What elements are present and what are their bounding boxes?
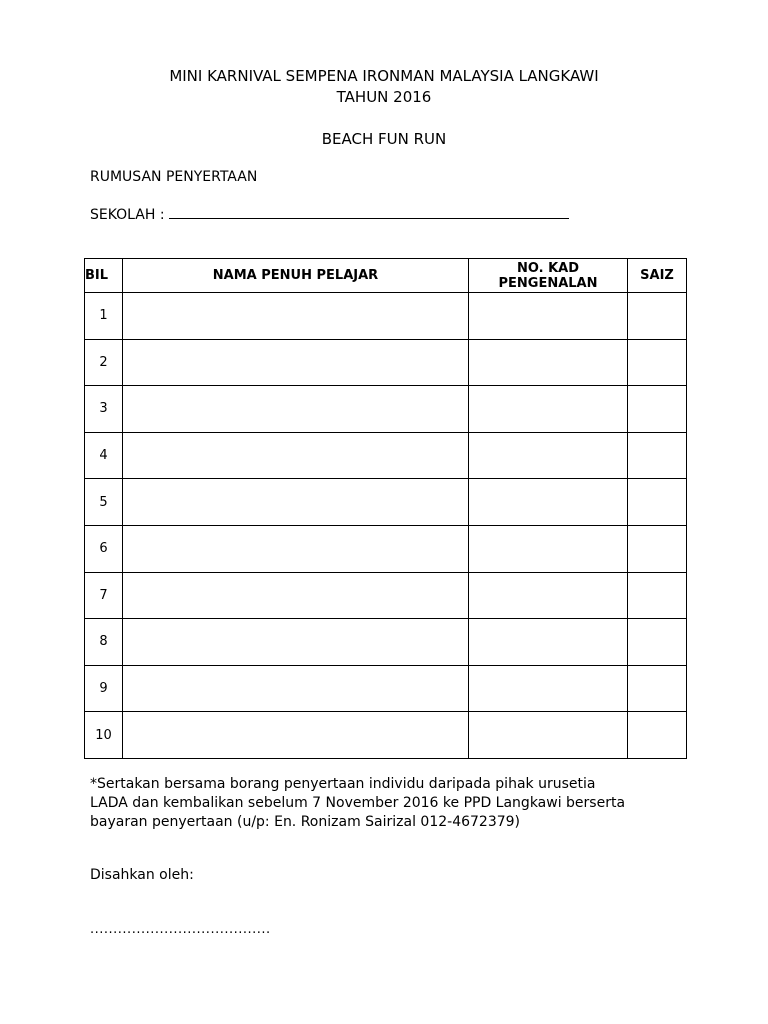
name-cell[interactable] <box>123 619 469 666</box>
table-row <box>85 619 687 666</box>
table-body <box>85 293 687 759</box>
ic-cell[interactable] <box>469 432 628 479</box>
name-cell[interactable] <box>123 572 469 619</box>
row-number: 3 <box>85 386 123 433</box>
signature-line[interactable]: ....................................... <box>90 922 271 937</box>
ic-cell[interactable] <box>469 479 628 526</box>
name-cell[interactable] <box>123 525 469 572</box>
row-number: 2 <box>85 339 123 386</box>
name-cell[interactable] <box>123 386 469 433</box>
row-number: 10 <box>85 712 123 759</box>
note-text <box>90 775 690 832</box>
row-number: 7 <box>85 572 123 619</box>
table-header-row <box>85 259 687 293</box>
header-ic-line2: PENGENALAN <box>498 275 598 291</box>
name-cell[interactable] <box>123 293 469 340</box>
name-cell[interactable] <box>123 339 469 386</box>
note-line-3: bayaran penyertaan (u/p: En. Ronizam Sairizal 012-4672379) <box>90 814 521 830</box>
name-cell[interactable] <box>123 665 469 712</box>
ic-cell[interactable] <box>469 525 628 572</box>
header-bil: BIL <box>85 259 123 293</box>
ic-cell[interactable] <box>469 665 628 712</box>
table-row <box>85 572 687 619</box>
title-line-1: MINI KARNIVAL SEMPENA IRONMAN MALAYSIA LANGKAWI <box>169 67 599 85</box>
size-cell[interactable] <box>628 432 687 479</box>
size-cell[interactable] <box>628 525 687 572</box>
table-row <box>85 293 687 340</box>
school-field <box>90 204 569 225</box>
note-line-1: *Sertakan bersama borang penyertaan individu daripada pihak urusetia <box>90 776 596 792</box>
name-cell[interactable] <box>123 712 469 759</box>
ic-cell[interactable] <box>469 339 628 386</box>
table-row <box>85 665 687 712</box>
size-cell[interactable] <box>628 665 687 712</box>
size-cell[interactable] <box>628 479 687 526</box>
ic-cell[interactable] <box>469 619 628 666</box>
name-cell[interactable] <box>123 432 469 479</box>
table-row <box>85 432 687 479</box>
size-cell[interactable] <box>628 386 687 433</box>
size-cell[interactable] <box>628 572 687 619</box>
note-line-2: LADA dan kembalikan sebelum 7 November 2016 ke PPD Langkawi berserta <box>90 795 626 811</box>
size-cell[interactable] <box>628 619 687 666</box>
size-cell[interactable] <box>628 293 687 340</box>
ic-cell[interactable] <box>469 293 628 340</box>
event-name: BEACH FUN RUN <box>321 130 447 148</box>
ic-cell[interactable] <box>469 572 628 619</box>
ic-cell[interactable] <box>469 712 628 759</box>
table-row <box>85 525 687 572</box>
table-row <box>85 339 687 386</box>
ic-cell[interactable] <box>469 386 628 433</box>
school-input-line[interactable] <box>169 204 569 219</box>
row-number: 5 <box>85 479 123 526</box>
table-row <box>85 479 687 526</box>
row-number: 8 <box>85 619 123 666</box>
name-cell[interactable] <box>123 479 469 526</box>
table-row <box>85 712 687 759</box>
section-title: RUMUSAN PENYERTAAN <box>90 169 258 185</box>
row-number: 4 <box>85 432 123 479</box>
header-name: NAMA PENUH PELAJAR <box>123 259 469 293</box>
row-number: 9 <box>85 665 123 712</box>
size-cell[interactable] <box>628 712 687 759</box>
header-ic <box>469 259 628 293</box>
row-number: 1 <box>85 293 123 340</box>
header-ic-line1: NO. KAD <box>516 260 580 276</box>
row-number: 6 <box>85 525 123 572</box>
approved-by-label: Disahkan oleh: <box>90 867 194 883</box>
header-size: SAIZ <box>628 259 687 293</box>
school-label: SEKOLAH : <box>90 207 165 223</box>
size-cell[interactable] <box>628 339 687 386</box>
participant-table <box>84 258 687 759</box>
table-row <box>85 386 687 433</box>
title-line-2: TAHUN 2016 <box>336 88 432 106</box>
